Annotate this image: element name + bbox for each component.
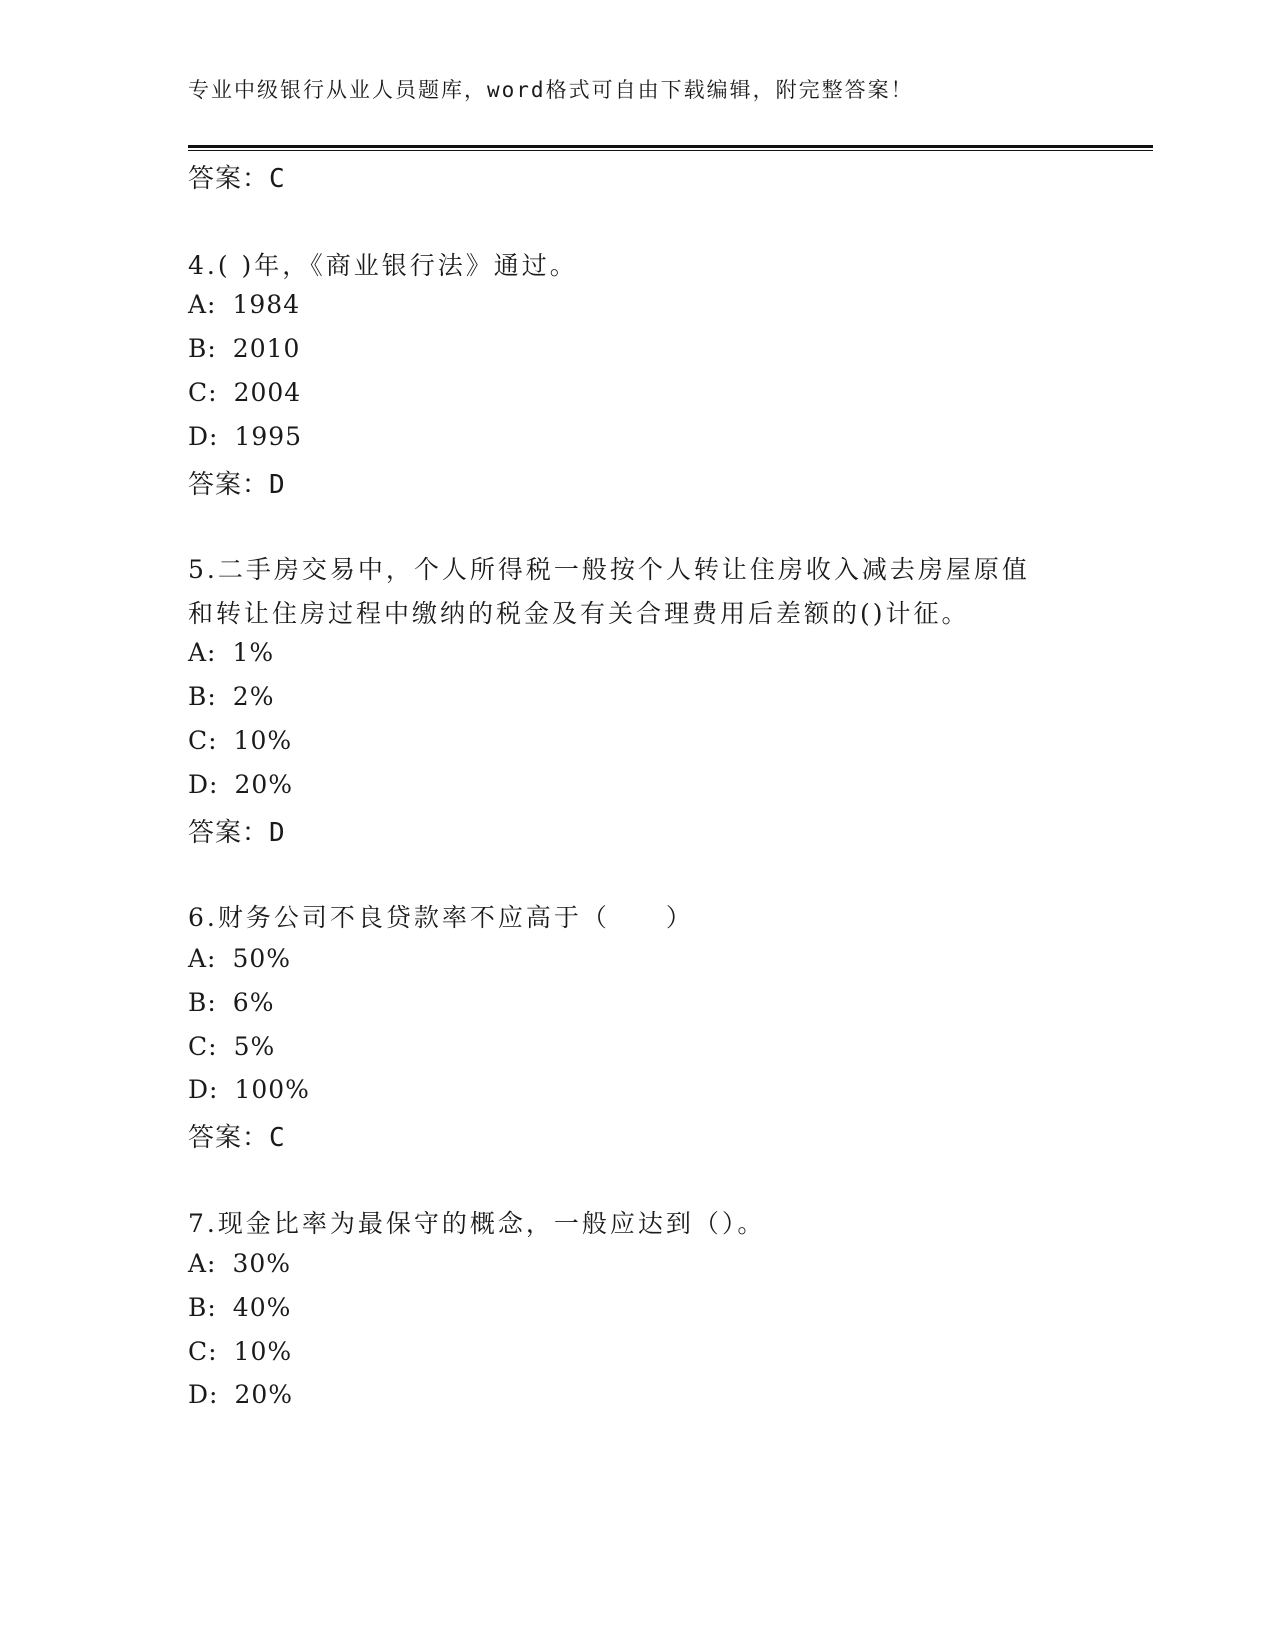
question-6-option-b xyxy=(188,988,274,1017)
option-label: C: xyxy=(188,378,218,407)
option-value: 5% xyxy=(233,1032,276,1061)
option-label: A: xyxy=(188,944,217,973)
option-label: B: xyxy=(188,988,217,1017)
option-label: D: xyxy=(188,422,219,451)
answer-q6: 答案：C xyxy=(188,1123,286,1153)
question-6-option-a xyxy=(188,944,291,973)
question-7-stem: 7.现金比率为最保守的概念，一般应达到（）。 xyxy=(188,1209,766,1238)
question-5-option-c xyxy=(188,726,292,755)
question-4-option-a xyxy=(188,290,300,319)
option-value: 100% xyxy=(234,1075,310,1104)
question-6-stem: 6.财务公司不良贷款率不应高于（ ） xyxy=(188,903,694,932)
question-6-option-c xyxy=(188,1032,275,1061)
question-7-option-c xyxy=(188,1337,292,1366)
option-value: 2010 xyxy=(232,334,301,363)
option-label: A: xyxy=(188,1249,217,1278)
option-label: B: xyxy=(188,682,217,711)
option-label: C: xyxy=(188,1337,218,1366)
option-value: 20% xyxy=(234,1380,294,1409)
option-label: A: xyxy=(188,290,217,319)
option-label: C: xyxy=(188,1032,218,1061)
question-7-option-b xyxy=(188,1293,291,1322)
answer-q3: 答案：C xyxy=(188,164,286,194)
header-rule-thick xyxy=(188,145,1153,148)
option-value: 30% xyxy=(232,1249,292,1278)
option-value: 20% xyxy=(234,770,294,799)
question-4-option-c xyxy=(188,378,301,407)
question-7-option-d xyxy=(188,1380,293,1409)
question-7-option-a xyxy=(188,1249,291,1278)
option-label: D: xyxy=(188,1380,219,1409)
question-5-stem-line-1: 5.二手房交易中，个人所得税一般按个人转让住房收入减去房屋原值 xyxy=(188,555,1030,584)
option-label: A: xyxy=(188,638,217,667)
option-value: 1% xyxy=(232,638,275,667)
question-5-option-d xyxy=(188,770,293,799)
question-4-option-b xyxy=(188,334,300,363)
option-label: B: xyxy=(188,1293,217,1322)
option-value: 10% xyxy=(233,726,293,755)
question-6-option-d xyxy=(188,1075,310,1104)
option-label: D: xyxy=(188,770,219,799)
question-5-option-b xyxy=(188,682,274,711)
answer-q4: 答案：D xyxy=(188,470,286,500)
option-label: B: xyxy=(188,334,217,363)
option-value: 40% xyxy=(232,1293,292,1322)
option-value: 2% xyxy=(232,682,275,711)
page-header: 专业中级银行从业人员题库，word格式可自由下载编辑，附完整答案！ xyxy=(188,78,914,102)
option-value: 50% xyxy=(232,944,292,973)
header-rule-thin xyxy=(188,150,1153,151)
option-value: 1995 xyxy=(234,422,303,451)
option-label: C: xyxy=(188,726,218,755)
option-value: 1984 xyxy=(232,290,301,319)
option-value: 2004 xyxy=(233,378,302,407)
option-value: 6% xyxy=(232,988,275,1017)
question-4-option-d xyxy=(188,422,302,451)
answer-q5: 答案：D xyxy=(188,818,286,848)
question-5-stem-line-2: 和转让住房过程中缴纳的税金及有关合理费用后差额的()计征。 xyxy=(188,599,970,628)
question-5-option-a xyxy=(188,638,274,667)
option-label: D: xyxy=(188,1075,219,1104)
question-4-stem: 4.( )年，《商业银行法》通过。 xyxy=(188,251,578,280)
option-value: 10% xyxy=(233,1337,293,1366)
